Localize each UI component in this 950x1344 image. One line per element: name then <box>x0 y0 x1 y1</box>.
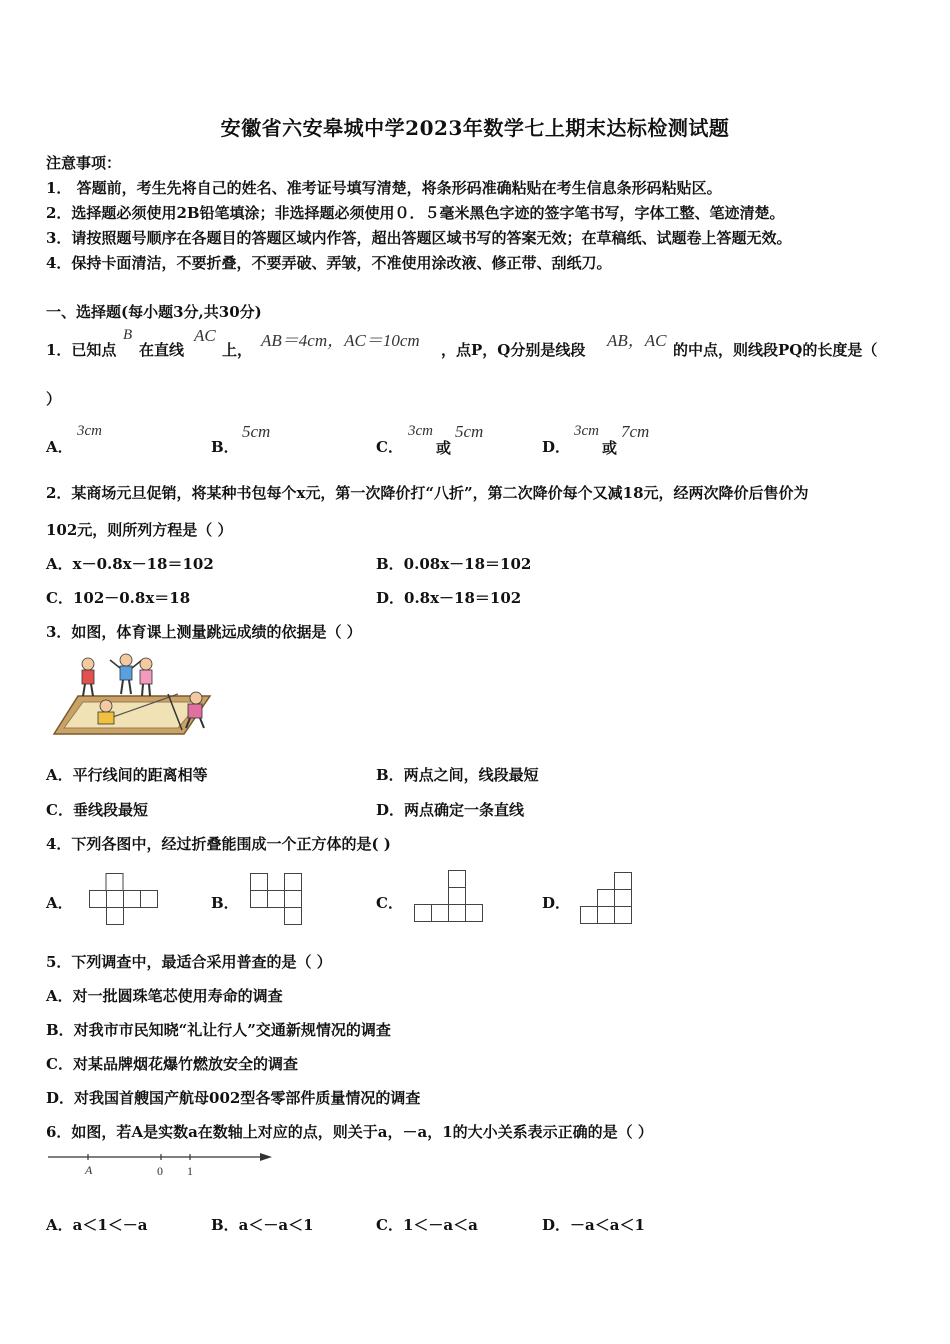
q4-option-b-label: B． <box>211 894 239 912</box>
q1-math-b: B <box>123 327 133 343</box>
notice-item: 4．保持卡面清洁，不要折叠，不要弄破、弄皱，不准使用涂改液、修正带、刮纸刀。 <box>46 254 612 272</box>
q1-option-d-label: D． <box>542 438 571 456</box>
q1-option-b-label: B． <box>211 438 239 456</box>
notice-item: 2．选择题必须使用2B铅笔填涂；非选择题必须使用０．５毫米黑色字迹的签字笔书写，字体工整、笔迹清楚。 <box>46 204 785 222</box>
number-line-label-0: 0 <box>157 1164 163 1178</box>
q6-option-b: B．a＜－a＜1 <box>211 1216 314 1234</box>
q4-option-c-label: C． <box>376 894 403 912</box>
q1-option-c-or: 或 <box>436 439 452 457</box>
q4-net-c <box>414 870 486 924</box>
number-line-label-1: 1 <box>187 1164 193 1178</box>
q4-stem: 4．下列各图中，经过折叠能围成一个正方体的是( ) <box>46 835 391 853</box>
q5-option-c: C．对某品牌烟花爆竹燃放安全的调查 <box>46 1055 298 1073</box>
long-jump-illustration <box>50 650 220 740</box>
q2-stem-line2: 102元，则所列方程是（ ） <box>46 521 233 539</box>
q2-option-c: C．102－0.8x＝18 <box>46 589 191 607</box>
q3-option-a: A．平行线间的距离相等 <box>46 766 208 784</box>
notice-item: 1． 答题前，考生先将自己的姓名、准考证号填写清楚，将条形码准确粘贴在考生信息条形码粘贴区。 <box>46 179 722 197</box>
q2-option-a: A．x－0.8x－18＝102 <box>46 555 214 573</box>
section-heading: 一、选择题(每小题3分,共30分) <box>46 303 262 321</box>
notice-heading: 注意事项： <box>46 154 122 172</box>
q1-math-segs: AB，AC <box>607 331 667 350</box>
q1-text-1: 1．已知点 <box>46 341 117 359</box>
notice-item: 3．请按照题号顺序在各题目的答题区域内作答，超出答题区域书写的答案无效；在草稿纸、试题卷上答题无效。 <box>46 229 792 247</box>
q4-net-d <box>580 872 635 926</box>
q4-option-d-label: D． <box>542 894 571 912</box>
q1-option-d-or: 或 <box>602 439 618 457</box>
q5-option-b: B．对我市市民知晓“礼让行人”交通新规情况的调查 <box>46 1021 391 1039</box>
q1-text-3: 上， <box>222 341 253 359</box>
q6-option-c: C．1＜－a＜a <box>376 1216 478 1234</box>
q1-text-2: 在直线 <box>139 341 185 359</box>
q4-option-a-label: A． <box>46 894 73 912</box>
q1-math-ac: AC <box>194 326 216 345</box>
q1-text-5: 的中点，则线段PQ的长度是（ <box>673 341 878 359</box>
q1-option-b-value: 5cm <box>242 422 271 441</box>
q1-option-c-value1: 3cm <box>408 423 433 439</box>
q5-option-d: D．对我国首艘国产航母002型各零部件质量情况的调查 <box>46 1089 421 1107</box>
q1-option-c-value2: 5cm <box>455 422 484 441</box>
q1-text-4: ，点P，Q分别是线段 <box>441 341 586 359</box>
q1-math-lengths: AB＝4cm，AC＝10cm <box>261 331 420 350</box>
q2-stem-line1: 2．某商场元旦促销，将某种书包每个x元，第一次降价打“八折”，第二次降价每个又减18元，经两次降价后售价为 <box>46 484 809 502</box>
q6-option-d: D．－a＜a＜1 <box>542 1216 645 1234</box>
q3-option-b: B．两点之间，线段最短 <box>376 766 539 784</box>
q5-stem: 5．下列调查中，最适合采用普查的是（ ） <box>46 953 332 971</box>
q4-net-b <box>250 873 305 927</box>
number-line-label-a: A <box>85 1163 93 1177</box>
q1-text-6: ） <box>46 390 62 408</box>
q2-option-b: B．0.08x－18＝102 <box>376 555 532 573</box>
q1-option-d-value2: 7cm <box>621 422 650 441</box>
q3-option-c: C．垂线段最短 <box>46 801 148 819</box>
q6-stem: 6．如图，若A是实数a在数轴上对应的点，则关于a，－a，1的大小关系表示正确的是（ ） <box>46 1123 653 1141</box>
q1-option-a-label: A． <box>46 438 73 456</box>
q4-net-a <box>89 873 159 927</box>
q3-option-d: D．两点确定一条直线 <box>376 801 525 819</box>
q3-stem: 3．如图，体育课上测量跳远成绩的依据是（ ） <box>46 623 362 641</box>
page-title: 安徽省六安皋城中学2023年数学七上期末达标检测试题 <box>220 116 730 140</box>
q1-option-c-label: C． <box>376 438 403 456</box>
q2-option-d: D．0.8x－18＝102 <box>376 589 522 607</box>
q6-option-a: A．a＜1＜－a <box>46 1216 148 1234</box>
q1-option-a-value: 3cm <box>77 423 102 439</box>
q5-option-a: A．对一批圆珠笔芯使用寿命的调查 <box>46 987 283 1005</box>
q1-option-d-value1: 3cm <box>574 423 599 439</box>
